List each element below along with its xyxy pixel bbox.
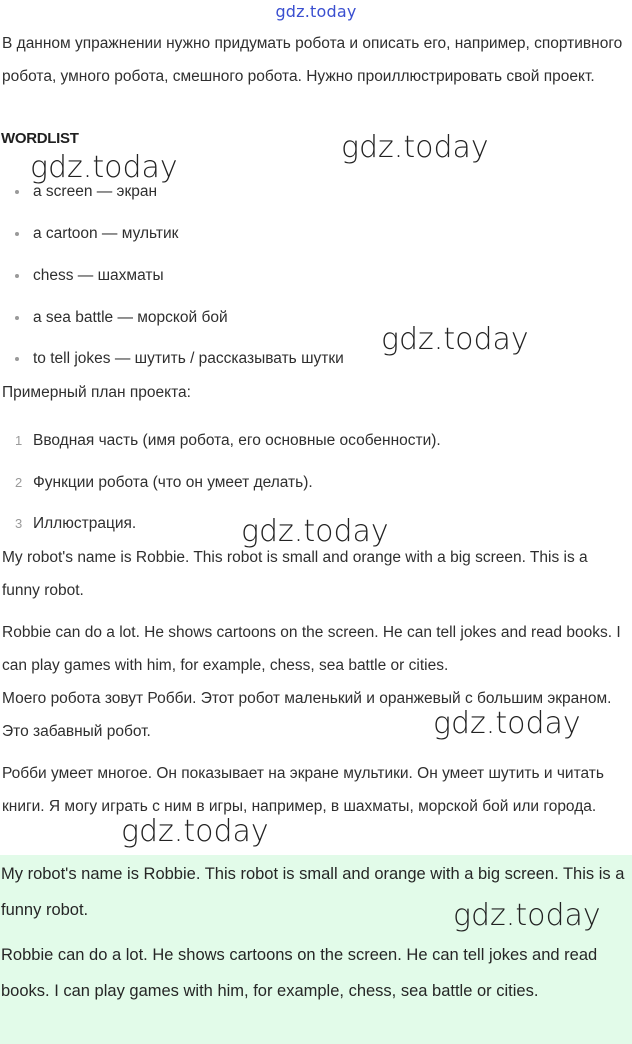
intro-paragraph: В данном упражнении нужно придумать робота и описать его, например, спортивного робота, умного робота, смешного робота. Нужно проиллюстрировать свой проект. — [2, 35, 623, 85]
russian-paragraph: Моего робота зовут Робби. Этот робот маленький и оранжевый с большим экраном. Это забавный робот. — [2, 690, 612, 740]
watermark: gdz.today — [30, 150, 178, 185]
watermark: gdz.today — [381, 322, 529, 357]
english-paragraph: My robot's name is Robbie. This robot is small and orange with a big screen. This is a funny robot. — [2, 549, 588, 599]
watermark: gdz.today — [433, 706, 581, 741]
russian-paragraph: Робби умеет многое. Он показывает на экране мультики. Он умеет шутить и читать книги. Я могу играть с ним в игры, например, в шахматы, морской бой или города. — [2, 765, 604, 815]
wordlist-item-text: a cartoon — мультик — [33, 225, 179, 242]
plan-item-text: Функции робота (что он умеет делать). — [33, 474, 313, 491]
watermark: gdz.today — [241, 514, 389, 549]
watermark: gdz.today — [453, 898, 601, 933]
wordlist-item-text: a sea battle — морской бой — [33, 309, 228, 326]
bullet-dot — [15, 190, 19, 194]
plan-title: Примерный план проекта: — [2, 384, 191, 401]
bullet-dot — [15, 232, 19, 236]
plan-item-text: Вводная часть (имя робота, его основные особенности). — [33, 432, 441, 449]
bullet-dot — [15, 357, 19, 361]
list-number: 3 — [15, 516, 23, 531]
wordlist-item-text: a screen — экран — [33, 183, 158, 200]
top-watermark: gdz.today — [275, 2, 357, 21]
english-paragraph: Robbie can do a lot. He shows cartoons on the screen. He can tell jokes and read books. I can play games with him, for example, chess, sea battle or cities. — [2, 624, 621, 674]
bullet-dot — [15, 316, 19, 320]
highlighted-english-paragraph: My robot's name is Robbie. This robot is small and orange with a big screen. This is a funny robot. — [1, 865, 625, 919]
watermark: gdz.today — [341, 130, 489, 165]
list-number: 1 — [15, 433, 23, 448]
plan-item-text: Иллюстрация. — [33, 515, 137, 532]
wordlist-item-text: to tell jokes — шутить / рассказывать шутки — [33, 350, 344, 367]
wordlist-item-text: chess — шахматы — [33, 267, 164, 284]
list-number: 2 — [15, 475, 23, 490]
wordlist-heading: WORDLIST — [1, 130, 79, 147]
watermark: gdz.today — [121, 814, 269, 849]
highlighted-english-paragraph: Robbie can do a lot. He shows cartoons on the screen. He can tell jokes and read books. I can play games with him, for example, chess, sea battle or cities. — [1, 946, 598, 1000]
bullet-dot — [15, 274, 19, 278]
